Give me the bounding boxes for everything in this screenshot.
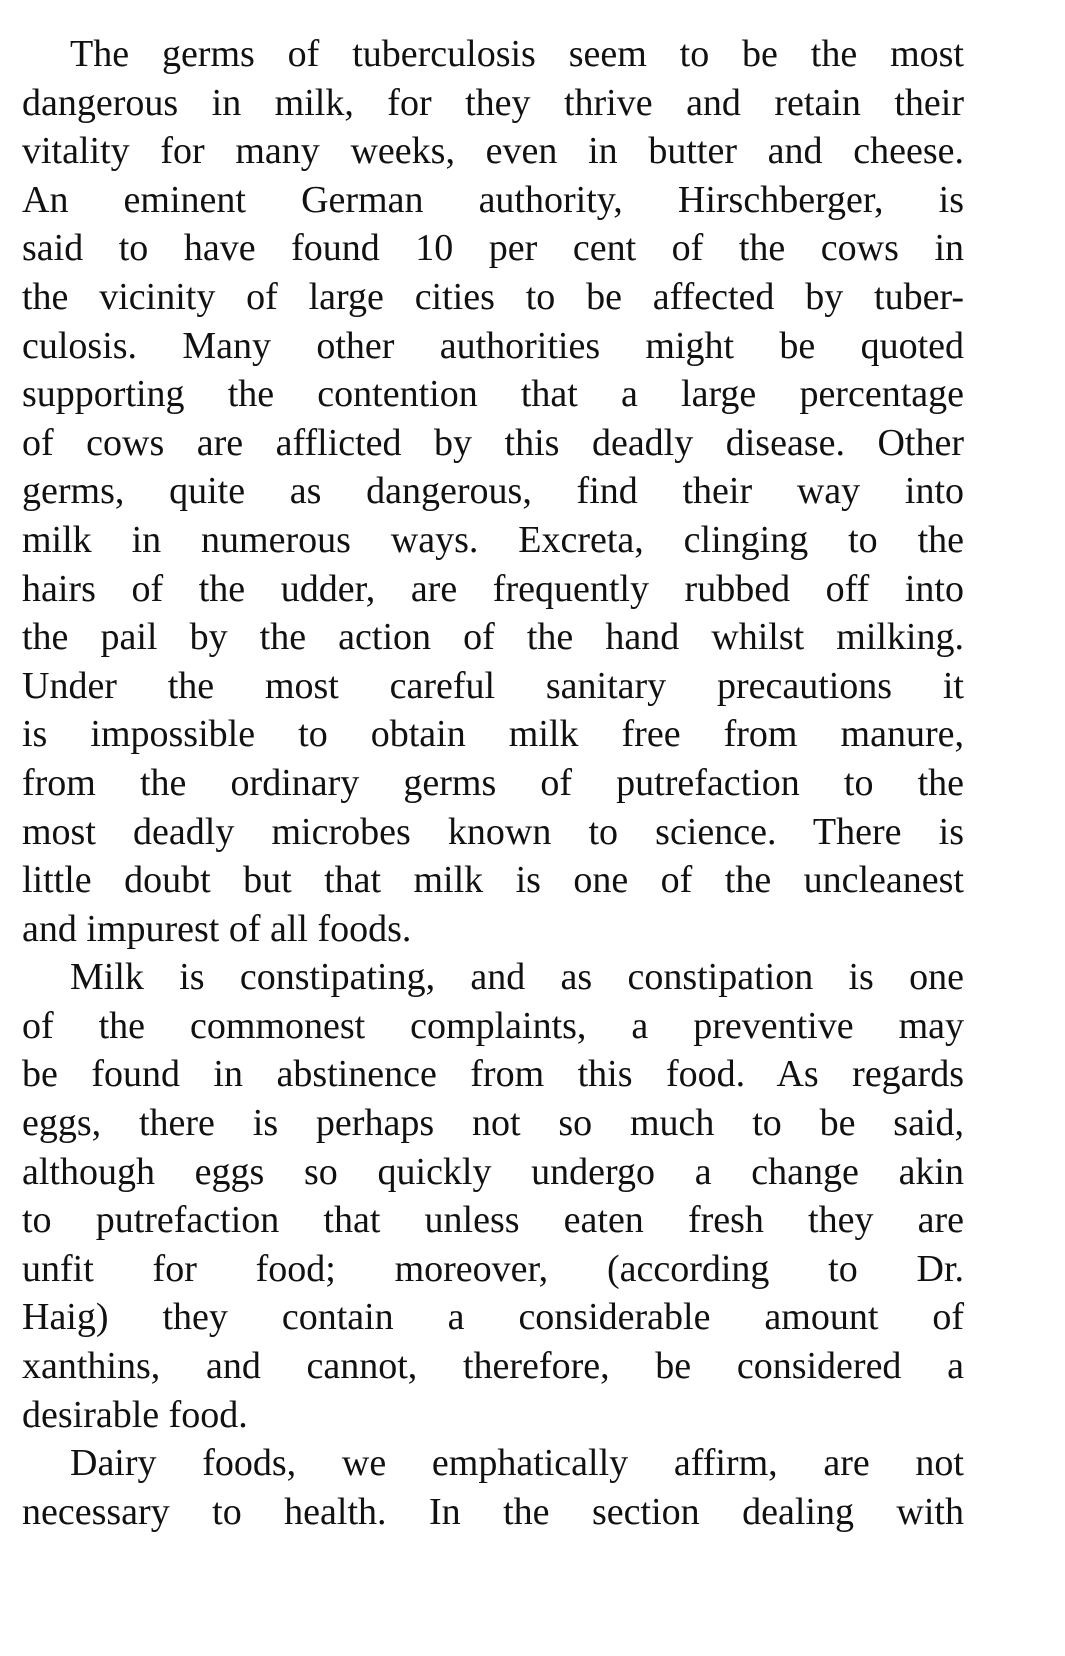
text-line: vitality for many weeks, even in butter and cheese. bbox=[22, 130, 964, 173]
text-line: of the commonest complaints, a preventive may bbox=[22, 1004, 964, 1047]
text-line: most deadly microbes known to science. There is bbox=[22, 810, 964, 853]
text-line: eggs, there is perhaps not so much to be said, bbox=[22, 1102, 964, 1145]
text-line: said to have found 10 per cent of the cows in bbox=[22, 227, 964, 270]
text-line: be found in abstinence from this food. As regards bbox=[22, 1053, 964, 1096]
text-line: culosis. Many other authorities might be quoted bbox=[22, 324, 964, 367]
text-line: An eminent German authority, Hirschberger, is bbox=[22, 178, 964, 221]
text-line: to putrefaction that unless eaten fresh they are bbox=[22, 1199, 964, 1242]
text-line: germs, quite as dangerous, find their way into bbox=[22, 470, 964, 513]
text-line: Haig) they contain a considerable amount of bbox=[22, 1296, 964, 1339]
paragraph-constipation bbox=[22, 953, 964, 1439]
text-line: and impurest of all foods. bbox=[22, 907, 412, 950]
text-line: little doubt but that milk is one of the uncleanest bbox=[22, 859, 964, 902]
text-line: xanthins, and cannot, therefore, be considered a bbox=[22, 1345, 964, 1388]
paragraph-tuberculosis bbox=[22, 30, 964, 953]
text-line: dangerous in milk, for they thrive and retain their bbox=[22, 81, 964, 124]
text-line: milk in numerous ways. Excreta, clinging to the bbox=[22, 518, 964, 561]
text-line: Milk is constipating, and as constipation is one bbox=[70, 956, 964, 999]
text-line: Under the most careful sanitary precautions it bbox=[22, 664, 964, 707]
text-line: from the ordinary germs of putrefaction to the bbox=[22, 761, 964, 804]
text-line: supporting the contention that a large percentage bbox=[22, 373, 964, 416]
text-line: hairs of the udder, are frequently rubbed off into bbox=[22, 567, 964, 610]
text-line: the pail by the action of the hand whilst milking. bbox=[22, 616, 964, 659]
text-line: necessary to health. In the section dealing with bbox=[22, 1490, 964, 1533]
text-line: unfit for food; moreover, (according to Dr. bbox=[22, 1247, 964, 1290]
text-line: Dairy foods, we emphatically affirm, are not bbox=[70, 1442, 964, 1485]
paragraph-dairy-foods bbox=[22, 1439, 964, 1536]
text-line: of cows are afflicted by this deadly disease. Other bbox=[22, 421, 964, 464]
text-line: although eggs so quickly undergo a change akin bbox=[22, 1150, 964, 1193]
text-line: the vicinity of large cities to be affected by tuber- bbox=[22, 275, 964, 318]
document-page bbox=[22, 30, 964, 1536]
text-line: desirable food. bbox=[22, 1393, 248, 1436]
text-line: The germs of tuberculosis seem to be the most bbox=[70, 33, 964, 75]
text-line: is impossible to obtain milk free from manure, bbox=[22, 713, 964, 756]
